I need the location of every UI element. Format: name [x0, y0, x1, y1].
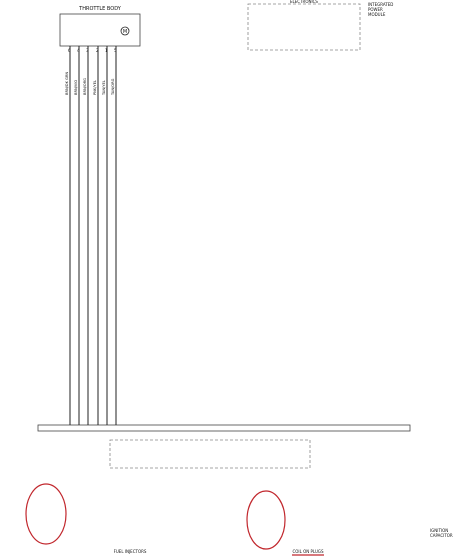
throttle-wire-label: TAN/ORG [111, 78, 115, 95]
splice-region [110, 440, 310, 468]
harness-connector [38, 425, 410, 431]
throttle-wire-label: BRN/ORG [83, 78, 87, 95]
ipm-label-2: POWER [368, 7, 383, 12]
throttle-body [60, 6, 140, 46]
ignition-capacitor-label-1: IGNITION [430, 528, 449, 533]
throttle-pin-number: 5 [114, 48, 117, 53]
electronics-label: ELECTRONICS [290, 0, 318, 4]
throttle-pin-number: 4 [77, 48, 80, 53]
fuel-injectors-label: FUEL INJECTORS [113, 549, 147, 554]
integrated-power-module [248, 0, 393, 50]
throttle-wire-label: TAN/YEL [102, 80, 106, 95]
throttle-pin-number: 6 [68, 48, 71, 53]
throttle-pin-number: 2 [96, 48, 99, 53]
ignition-capacitor-label-2: CAPACITOR [430, 533, 453, 538]
highlight-ring-coil-7 [247, 491, 285, 549]
highlight-ring-injector-1 [26, 484, 66, 544]
coil-on-plugs-label: COIL ON PLUGS [292, 549, 324, 554]
ipm-box [248, 4, 360, 50]
throttle-wire-label: BRN/VIO [74, 79, 78, 95]
diagram-dynamic [65, 46, 117, 425]
ipm-label-3: MODULE [368, 12, 386, 17]
ipm-label-1: INTEGRATED [368, 2, 394, 7]
throttle-pin-number: 1 [105, 48, 108, 53]
throttle-body-label: THROTTLE BODY [79, 6, 121, 12]
throttle-wire-label: BRN/DK GRN [65, 71, 69, 95]
throttle-pin-number: 3 [86, 48, 89, 53]
svg-text:M: M [122, 29, 128, 35]
throttle-wire-label: PNK/YEL [93, 80, 97, 95]
